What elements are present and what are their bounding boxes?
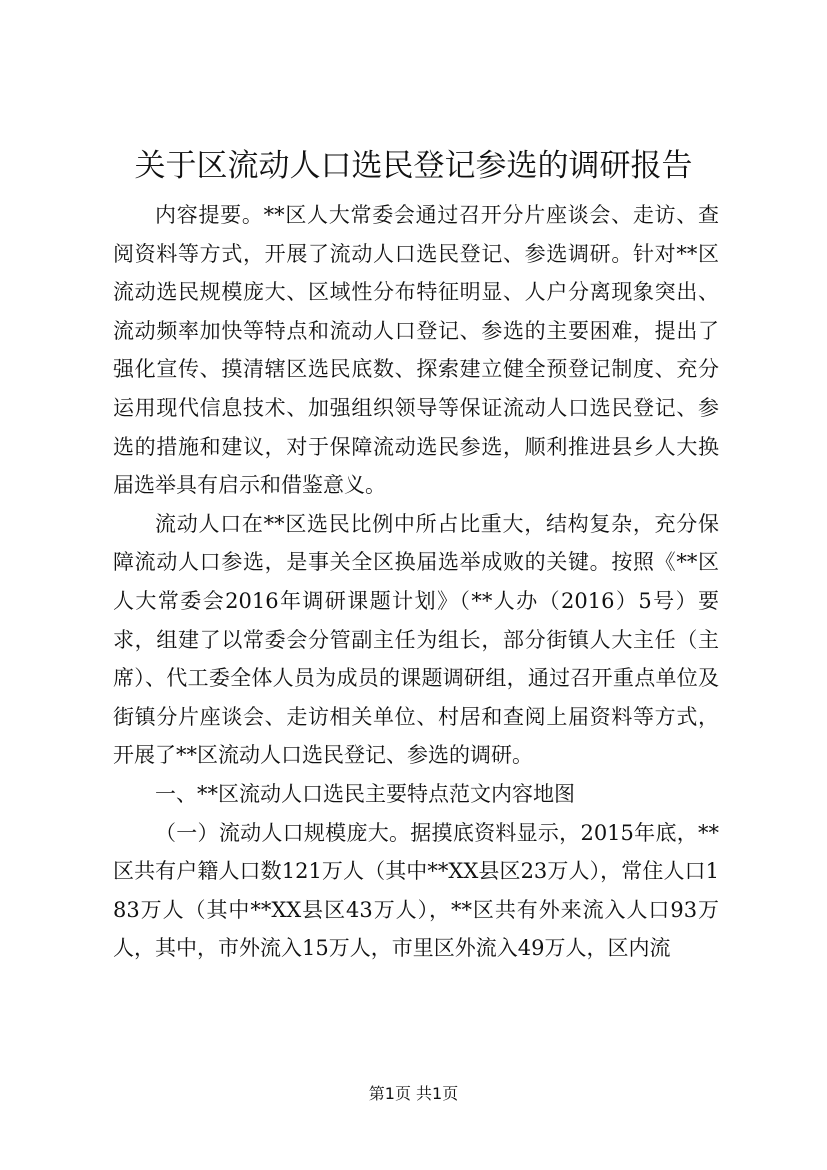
section-heading: 一、**区流动人口选民主要特点范文内容地图: [155, 781, 575, 806]
document-body: [113, 196, 719, 968]
paragraph-abstract: 内容提要。**区人大常委会通过召开分片座谈会、走访、查阅资料等方式，开展了流动人口选民登记、参选调研。针对**区流动选民规模庞大、区域性分布特征明显、人户分离现象突出、流动频率加快等特点和流动人口登记、参选的主要困难，提出了强化宣传、摸清辖区选民底数、探索建立健全预登记制度、充分运用现代信息技术、加强组织领导等保证流动人口选民登记、参选的措施和建议，对于保障流动选民参选，顺利推进县乡人大换届选举具有启示和借鉴意义。: [113, 203, 719, 498]
page-number-footer: 第1页 共1页: [368, 1084, 459, 1103]
document-title: 关于区流动人口选民登记参选的调研报告: [134, 148, 693, 184]
paragraph-introduction: 流动人口在**区选民比例中所占比重大，结构复杂，充分保障流动人口参选，是事关全区换届选举成败的关键。按照《**区人大常委会2016年调研课题计划》（**人办（2016）5号）要求，组建了以常委会分管副主任为组长，部分街镇人大主任（主席）、代工委全体人员为成员的课题调研组，通过召开重点单位及街镇分片座谈会、走访相关单位、村居和查阅上届资料等方式，开展了**区流动人口选民登记、参选的调研。: [113, 511, 719, 768]
paragraph-population-scale: （一）流动人口规模庞大。据摸底资料显示，2015年底，**区共有户籍人口数121万人（其中**XX县区23万人），常住人口183万人（其中**XX县区43万人），**区共有外来流入人口93万人，其中，市外流入15万人，市里区外流入49万人，区内流: [113, 820, 719, 961]
